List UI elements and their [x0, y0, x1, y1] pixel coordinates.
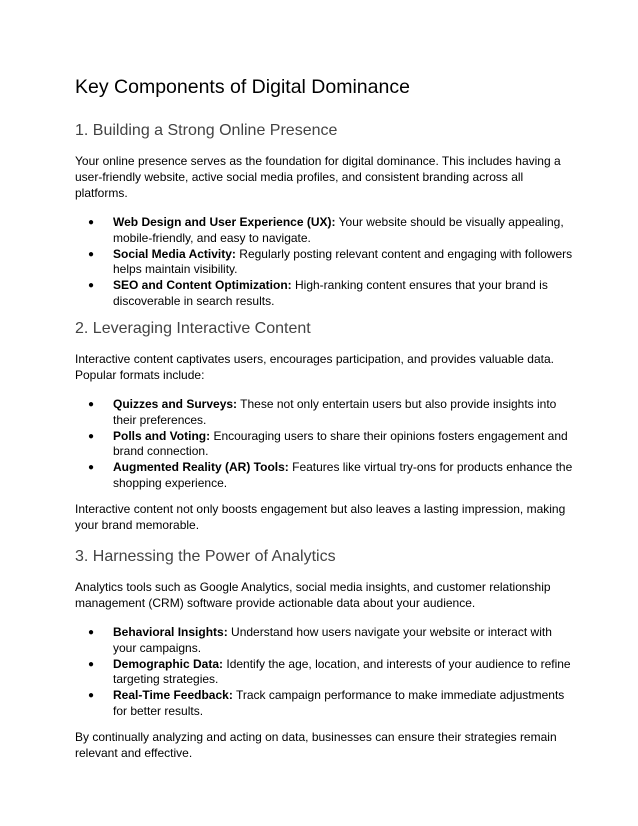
list-item	[88, 397, 578, 428]
section-3-outro: By continually analyzing and acting on data, businesses can ensure their strategies remain relevant and effective.	[75, 730, 557, 760]
list-item-text: These not only entertain users but also provide insights into their preferences.	[113, 397, 557, 427]
list-item-term: Polls and Voting:	[113, 428, 211, 443]
list-item-term: Real-Time Feedback:	[113, 688, 233, 702]
bullet-icon: ●	[88, 690, 95, 701]
bullet-icon: ●	[88, 217, 95, 228]
bullet-icon: ●	[88, 280, 95, 291]
section-1-intro: Your online presence serves as the foundation for digital dominance. This includes having a user-friendly website, active social media profiles, and consistent branding across all platforms.	[75, 154, 561, 200]
list-item	[88, 460, 578, 491]
list-item-text: Identify the age, location, and interests of your audience to refine targeting strategies.	[113, 656, 571, 686]
section-3-bullet-list	[75, 625, 578, 719]
section-heading-1: 1. Building a Strong Online Presence	[75, 122, 338, 139]
section-2-outro: Interactive content not only boosts engagement but also leaves a lasting impression, making your brand memorable.	[75, 502, 566, 532]
list-item-text: Your website should be visually appealing, mobile-friendly, and easy to navigate.	[113, 215, 564, 245]
list-item-text: Encouraging users to share their opinions fosters engagement and brand connection.	[113, 428, 568, 458]
list-item-text: Understand how users navigate your website or interact with your campaigns.	[113, 625, 552, 655]
list-item-text: Track campaign performance to make immediate adjustments for better results.	[113, 688, 565, 718]
section-2-intro: Interactive content captivates users, encourages participation, and provides valuable data. Popular formats include:	[75, 352, 554, 382]
list-item	[88, 428, 578, 460]
section-3-intro: Analytics tools such as Google Analytics, social media insights, and customer relationship management (CRM) software provide actionable data about your audience.	[75, 580, 551, 610]
section-heading-2: 2. Leveraging Interactive Content	[75, 320, 311, 337]
bullet-icon: ●	[88, 399, 95, 410]
bullet-icon: ●	[88, 462, 95, 473]
section-heading-3: 3. Harnessing the Power of Analytics	[75, 548, 336, 565]
list-item	[88, 278, 578, 309]
section-1-bullet-list	[75, 215, 578, 309]
document-title: Key Components of Digital Dominance	[75, 76, 410, 98]
list-item-term: Demographic Data:	[113, 656, 224, 671]
list-item	[88, 688, 578, 719]
bullet-icon: ●	[88, 627, 95, 638]
list-item	[88, 246, 578, 278]
list-item	[88, 656, 578, 688]
list-item-term: Quizzes and Surveys:	[113, 397, 238, 411]
list-item-term: Web Design and User Experience (UX):	[113, 215, 336, 229]
list-item-text: Features like virtual try-ons for products enhance the shopping experience.	[113, 460, 573, 490]
list-item-text: High-ranking content ensures that your brand is discoverable in search results.	[113, 278, 548, 308]
list-item	[88, 215, 578, 246]
list-item-text: Regularly posting relevant content and engaging with followers helps maintain visibility.	[113, 246, 573, 276]
list-item-term: Behavioral Insights:	[113, 625, 228, 639]
list-item-term: SEO and Content Optimization:	[113, 278, 292, 292]
section-2-bullet-list	[75, 397, 578, 491]
bullet-icon: ●	[88, 658, 95, 670]
list-item-term: Augmented Reality (AR) Tools:	[113, 460, 289, 474]
list-item	[88, 625, 578, 656]
list-item-term: Social Media Activity:	[113, 246, 236, 261]
bullet-icon: ●	[88, 248, 95, 260]
bullet-icon: ●	[88, 430, 95, 442]
